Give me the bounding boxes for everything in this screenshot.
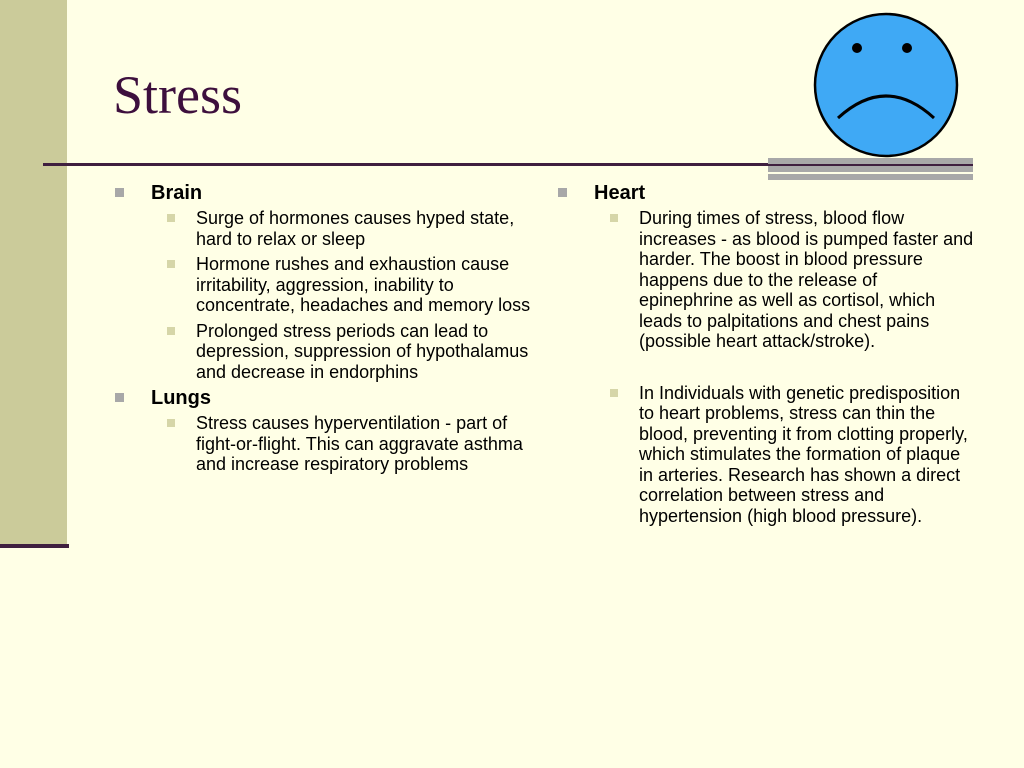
- bullet-heading: Heart: [594, 182, 646, 204]
- gray-bar: [768, 158, 973, 164]
- right-eye: [902, 43, 912, 53]
- sub-bullet-text: In Individuals with genetic predisposition to heart problems, stress can thin the blood, preventing it from clotting properly, which stimulates the formation of plaque in arteries. Research has shown a direct correlation between stress and hypertension (high blood pressure).: [639, 382, 968, 526]
- sub-bullet: [113, 321, 533, 383]
- sub-bullet-icon: [610, 214, 618, 222]
- left-band-underline: [0, 544, 69, 548]
- sub-bullet: [113, 413, 533, 475]
- bullet-brain: [113, 182, 533, 204]
- bullet-icon: [115, 188, 124, 197]
- left-decorative-band: [0, 0, 67, 545]
- sub-bullet-text: Surge of hormones causes hyped state, hard to relax or sleep: [196, 208, 515, 249]
- sub-bullet-icon: [610, 389, 618, 397]
- sub-bullet-text: Stress causes hyperventilation - part of fight-or-flight. This can aggravate asthma and increase respiratory problems: [196, 413, 523, 474]
- gray-bar: [768, 174, 973, 180]
- bullet-heart: [556, 182, 976, 204]
- face-circle: [815, 14, 957, 156]
- sub-bullet: [113, 208, 533, 249]
- bullet-heading: Brain: [151, 182, 203, 204]
- left-content-column: [113, 182, 533, 480]
- sub-bullet-icon: [167, 419, 175, 427]
- sub-bullet-text: Prolonged stress periods can lead to depression, suppression of hypothalamus and decrease in endorphins: [196, 320, 529, 382]
- bullet-heading: Lungs: [151, 387, 211, 409]
- bullet-icon: [115, 393, 124, 402]
- bullet-lungs: [113, 387, 533, 409]
- sub-bullet-text: During times of stress, blood flow increases - as blood is pumped faster and harder. The boost in blood pressure happens due to the release of epinephrine as well as cortisol, which leads to palpitations and chest pains (possible heart attack/stroke).: [639, 208, 974, 351]
- sub-bullet: [556, 208, 976, 352]
- sub-bullet: [113, 254, 533, 316]
- gray-bar: [768, 166, 973, 172]
- sub-bullet-icon: [167, 260, 175, 268]
- sub-bullet-icon: [167, 327, 175, 335]
- left-eye: [852, 43, 862, 53]
- slide-title: Stress: [113, 65, 243, 125]
- bullet-icon: [558, 188, 567, 197]
- sub-bullet-text: Hormone rushes and exhaustion cause irritability, aggression, inability to concentrate, headaches and memory loss: [196, 254, 531, 315]
- right-content-column: [556, 182, 976, 531]
- sub-bullet-icon: [167, 214, 175, 222]
- sub-bullet: [556, 383, 976, 527]
- decorative-gray-bars: [768, 158, 973, 180]
- sad-face-icon: [813, 12, 959, 158]
